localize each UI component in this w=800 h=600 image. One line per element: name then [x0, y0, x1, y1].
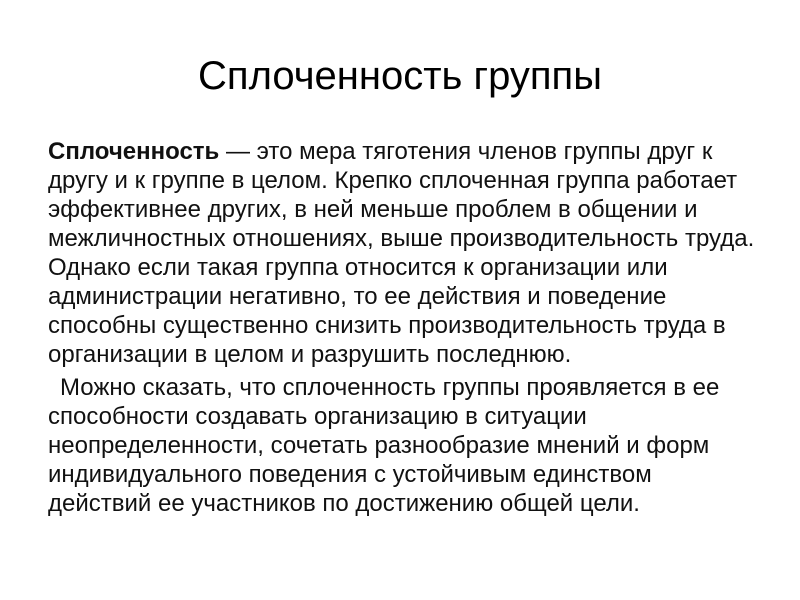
- paragraph-definition: [48, 137, 758, 369]
- paragraph-conclusion: Можно сказать, что сплоченность группы проявляется в ее способности создавать организацию в ситуации неопределенности, сочетать разнообразие мнений и форм индивидуального поведения с устойчивым единством действий ее участников по достижению общей цели.: [48, 374, 720, 517]
- slide-body: [48, 137, 758, 518]
- definition-text: — это мера тяготения членов группы друг к другу и к группе в целом. Крепко сплоченная группа работает эффективнее других, в ней меньше проблем в общении и межличностных отношениях, выше производительность труда. Однако если такая группа относится к организации или администрации негативно, то ее действия и поведение способны существенно снизить производительность труда в организации в целом и разрушить последнюю.: [48, 138, 755, 368]
- slide-title: Сплоченность группы: [198, 54, 602, 98]
- definition-term: Сплоченность: [48, 138, 220, 165]
